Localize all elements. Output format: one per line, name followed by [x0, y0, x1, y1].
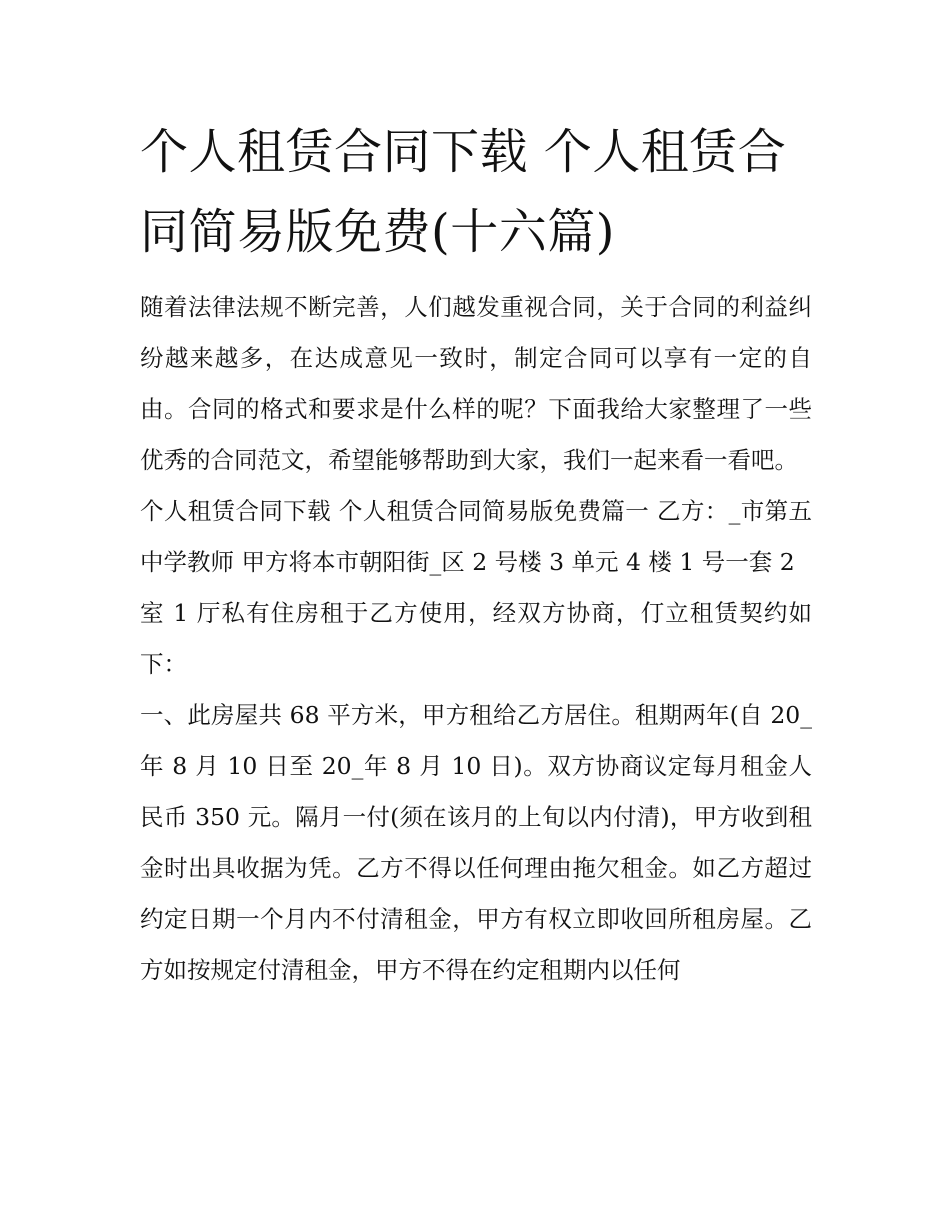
intro-paragraph: 随着法律法规不断完善，人们越发重视合同，关于合同的利益纠纷越来越多，在达成意见一致时，制定合同可以享有一定的自由。合同的格式和要求是什么样的呢？下面我给大家整理了一些优秀的合同范文，希望能够帮助到大家，我们一起来看一看吧。: [140, 293, 812, 474]
document-title: 个人租赁合同下载 个人租赁合同简易版免费(十六篇): [140, 124, 787, 260]
document-page: [140, 112, 812, 996]
room-description-paragraph: 室 1 厅私有住房租于乙方使用，经双方协商，仃立租赁契约如下：: [140, 599, 812, 678]
section-one-heading-paragraph: 个人租赁合同下载 个人租赁合同简易版免费篇一 乙方：_市第五中学教师 甲方将本市朝阳街_区 2 号楼 3 单元 4 楼 1 号一套 2: [140, 497, 812, 576]
clause-one-paragraph: 一、此房屋共 68 平方米，甲方租给乙方居住。租期两年(自 20_年 8 月 10 日至 20_年 8 月 10 日)。双方协商议定每月租金人民币 350 元。隔月一付(须在该月的上旬以内付清)，甲方收到租金时出具收据为凭。乙方不得以任何理由拖欠租金。如乙方超过约定日期一个月内不付清租金，甲方有权立即收回所租房屋。乙方如按规定付清租金，甲方不得在约定租期内以任何: [140, 701, 812, 984]
